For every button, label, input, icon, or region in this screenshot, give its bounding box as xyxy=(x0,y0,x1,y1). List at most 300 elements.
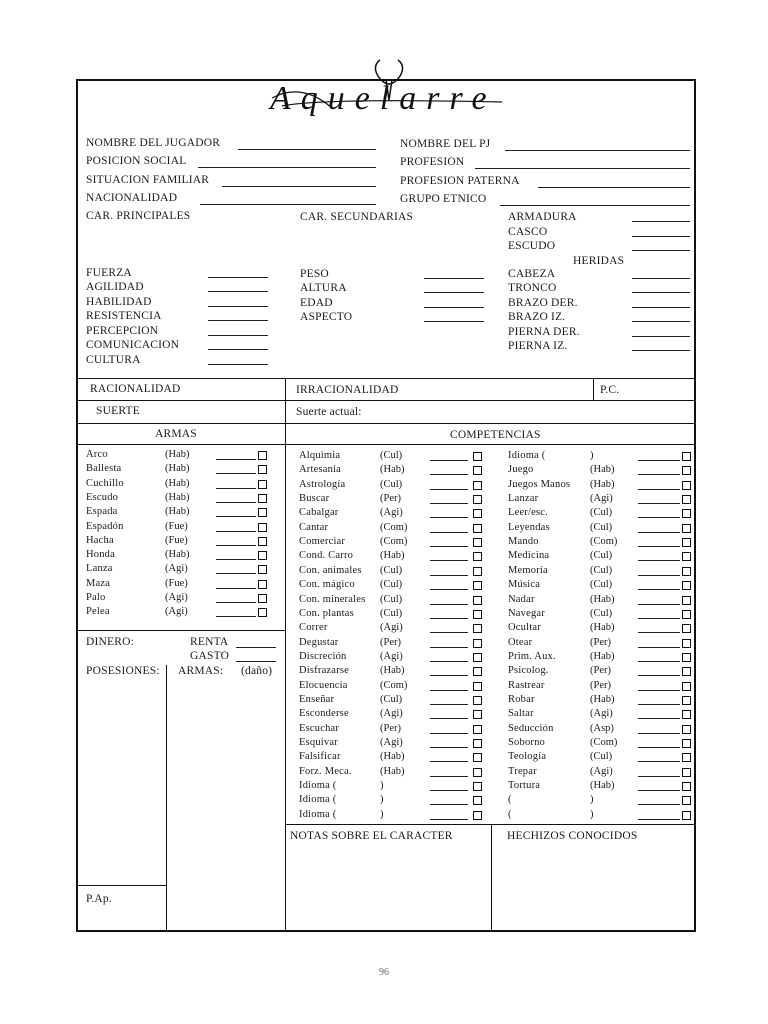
page-number: 96 xyxy=(379,967,389,978)
field-label: NOMBRE DEL JUGADOR xyxy=(86,137,221,149)
skill-value-line[interactable] xyxy=(430,560,468,561)
skill-checkbox[interactable] xyxy=(473,610,482,619)
skill-row xyxy=(508,594,692,608)
weapon-attribute: (Agi) xyxy=(165,563,188,575)
skill-name: Nadar xyxy=(508,593,535,605)
weapon-value-line[interactable] xyxy=(216,545,256,546)
skill-checkbox[interactable] xyxy=(473,495,482,504)
skill-checkbox[interactable] xyxy=(473,481,482,490)
primary-stat: PERCEPCION xyxy=(86,325,159,337)
skill-checkbox[interactable] xyxy=(682,811,691,820)
skill-name: Otear xyxy=(508,636,533,648)
skill-value-line[interactable] xyxy=(430,489,468,490)
skill-checkbox[interactable] xyxy=(682,610,691,619)
skill-value-line[interactable] xyxy=(638,474,680,475)
weapons-damage-label: ARMAS: xyxy=(178,665,224,677)
skill-name: Prim. Aux. xyxy=(508,650,556,662)
skill-attribute: (Per) xyxy=(590,665,611,677)
skill-value-line[interactable] xyxy=(638,503,680,504)
skill-checkbox[interactable] xyxy=(682,624,691,633)
skill-checkbox[interactable] xyxy=(682,552,691,561)
field-line[interactable] xyxy=(505,150,690,151)
divider xyxy=(593,378,594,400)
skill-value-line[interactable] xyxy=(430,460,468,461)
skill-value-line[interactable] xyxy=(430,819,468,820)
skill-checkbox[interactable] xyxy=(473,739,482,748)
skill-row xyxy=(508,651,692,665)
skill-name: Alquimia xyxy=(299,450,341,461)
skill-name: Tortura xyxy=(508,780,541,792)
skill-row xyxy=(299,637,485,651)
skill-checkbox[interactable] xyxy=(682,753,691,762)
weapon-attribute: (Hab) xyxy=(165,449,190,460)
skill-checkbox[interactable] xyxy=(473,710,482,719)
weapon-attribute: (Fue) xyxy=(165,534,188,546)
skill-checkbox[interactable] xyxy=(473,509,482,518)
skill-name: Forz. Meca. xyxy=(299,765,352,777)
skill-row xyxy=(508,780,692,794)
weapon-row xyxy=(86,563,276,577)
field-label: NOMBRE DEL PJ xyxy=(400,138,491,150)
field-line[interactable] xyxy=(198,167,376,168)
wound-line[interactable] xyxy=(632,307,690,308)
divider xyxy=(491,824,492,932)
skill-checkbox[interactable] xyxy=(473,466,482,475)
skill-checkbox[interactable] xyxy=(473,768,482,777)
skill-value-line[interactable] xyxy=(430,647,468,648)
skill-row xyxy=(508,694,692,708)
divider xyxy=(76,400,696,401)
skill-name: Medicina xyxy=(508,550,550,562)
skill-checkbox[interactable] xyxy=(682,725,691,734)
skill-row xyxy=(508,723,692,737)
weapon-checkbox[interactable] xyxy=(258,508,267,517)
weapon-value-line[interactable] xyxy=(216,616,256,617)
skill-checkbox[interactable] xyxy=(473,653,482,662)
wounds-title: HERIDAS xyxy=(573,255,625,267)
primary-stat: COMUNICACION xyxy=(86,339,180,351)
logo-title xyxy=(262,52,522,122)
skill-row xyxy=(299,766,485,780)
notes-title: NOTAS SOBRE EL CARACTER xyxy=(290,830,453,842)
spells-title: HECHIZOS CONOCIDOS xyxy=(507,830,638,842)
skill-value-line[interactable] xyxy=(638,704,680,705)
skill-attribute: (Hab) xyxy=(380,665,405,677)
skill-name: Robar xyxy=(508,693,535,705)
weapon-value-line[interactable] xyxy=(216,531,256,532)
income-label: RENTA xyxy=(190,636,229,648)
skill-checkbox[interactable] xyxy=(682,452,691,461)
skill-attribute: (Hab) xyxy=(590,650,615,662)
field-label: PROFESION xyxy=(400,156,465,168)
weapon-row xyxy=(86,606,276,620)
skill-value-line[interactable] xyxy=(430,790,468,791)
skill-name: Escuchar xyxy=(299,722,340,734)
skill-name: Navegar xyxy=(508,607,545,619)
skill-checkbox[interactable] xyxy=(473,667,482,676)
skill-checkbox[interactable] xyxy=(473,452,482,461)
skill-value-line[interactable] xyxy=(430,575,468,576)
skill-value-line[interactable] xyxy=(638,647,680,648)
skill-value-line[interactable] xyxy=(638,733,680,734)
weapon-attribute: (Hab) xyxy=(165,549,190,561)
weapon-attribute: (Hab) xyxy=(165,506,190,518)
skill-value-line[interactable] xyxy=(638,819,680,820)
skill-attribute: (Hab) xyxy=(590,693,615,705)
skill-row xyxy=(508,794,692,808)
skill-name: Correr xyxy=(299,622,328,634)
income-line[interactable] xyxy=(236,647,276,648)
weapon-checkbox[interactable] xyxy=(258,608,267,617)
skill-checkbox[interactable] xyxy=(682,596,691,605)
skill-value-line[interactable] xyxy=(638,560,680,561)
skill-checkbox[interactable] xyxy=(473,538,482,547)
skill-name: Idioma ( xyxy=(299,780,337,792)
weapon-checkbox[interactable] xyxy=(258,465,267,474)
skill-checkbox[interactable] xyxy=(682,653,691,662)
wound-location: TRONCO xyxy=(508,282,557,294)
skill-name: Discreción xyxy=(299,650,347,662)
stat-line[interactable] xyxy=(424,307,484,308)
skill-row xyxy=(299,550,485,564)
weapon-value-line[interactable] xyxy=(216,502,256,503)
skill-checkbox[interactable] xyxy=(473,624,482,633)
money-label: DINERO: xyxy=(86,636,135,648)
weapon-value-line[interactable] xyxy=(216,573,256,574)
skill-row xyxy=(508,479,692,493)
weapon-value-line[interactable] xyxy=(216,459,256,460)
armor-line[interactable] xyxy=(632,250,690,251)
skill-name: Trepar xyxy=(508,765,537,777)
skill-value-line[interactable] xyxy=(638,632,680,633)
skill-row xyxy=(508,550,692,564)
field-line[interactable] xyxy=(200,204,376,205)
skill-row xyxy=(299,450,485,464)
wound-location: PIERNA IZ. xyxy=(508,340,568,352)
weapon-value-line[interactable] xyxy=(216,602,256,603)
skill-attribute: (Per) xyxy=(380,722,401,734)
field-label: SITUACION FAMILIAR xyxy=(86,174,210,186)
skill-value-line[interactable] xyxy=(430,761,468,762)
weapon-checkbox[interactable] xyxy=(258,565,267,574)
stat-line[interactable] xyxy=(208,364,268,365)
weapon-row xyxy=(86,535,276,549)
field-line[interactable] xyxy=(500,205,690,206)
skill-name: Música xyxy=(508,579,541,591)
skill-row xyxy=(508,622,692,636)
skill-checkbox[interactable] xyxy=(682,524,691,533)
skill-checkbox[interactable] xyxy=(473,811,482,820)
skill-checkbox[interactable] xyxy=(473,725,482,734)
skill-row xyxy=(299,708,485,722)
skill-name: Falsificar xyxy=(299,751,341,763)
field-label: NACIONALIDAD xyxy=(86,192,178,204)
weapon-row xyxy=(86,578,276,592)
weapon-name: Ballesta xyxy=(86,463,122,475)
skill-row xyxy=(508,464,692,478)
divider xyxy=(76,444,696,445)
skill-value-line[interactable] xyxy=(638,618,680,619)
weapon-row xyxy=(86,549,276,563)
weapon-row xyxy=(86,506,276,520)
skill-value-line[interactable] xyxy=(430,517,468,518)
weapon-row xyxy=(86,592,276,606)
skill-checkbox[interactable] xyxy=(682,481,691,490)
skill-attribute: (Hab) xyxy=(590,622,615,634)
skill-checkbox[interactable] xyxy=(682,710,691,719)
stat-line[interactable] xyxy=(424,292,484,293)
skill-attribute: (Hab) xyxy=(380,751,405,763)
field-line[interactable] xyxy=(238,149,376,150)
skill-attribute: (Agi) xyxy=(380,622,403,634)
skill-checkbox[interactable] xyxy=(473,796,482,805)
skill-value-line[interactable] xyxy=(638,718,680,719)
possessions-label: POSESIONES: xyxy=(86,665,160,677)
skill-checkbox[interactable] xyxy=(682,796,691,805)
skill-value-line[interactable] xyxy=(430,690,468,691)
skill-checkbox[interactable] xyxy=(682,782,691,791)
skill-value-line[interactable] xyxy=(638,532,680,533)
skill-value-line[interactable] xyxy=(430,776,468,777)
skill-value-line[interactable] xyxy=(638,804,680,805)
skill-value-line[interactable] xyxy=(430,804,468,805)
skill-value-line[interactable] xyxy=(638,761,680,762)
armor-line[interactable] xyxy=(632,221,690,222)
weapon-checkbox[interactable] xyxy=(258,580,267,589)
field-label: POSICION SOCIAL xyxy=(86,155,187,167)
stat-line[interactable] xyxy=(208,335,268,336)
damage-label: (daño) xyxy=(241,665,273,677)
stat-line[interactable] xyxy=(208,349,268,350)
skill-value-line[interactable] xyxy=(430,632,468,633)
skill-checkbox[interactable] xyxy=(473,596,482,605)
weapon-value-line[interactable] xyxy=(216,559,256,560)
weapon-value-line[interactable] xyxy=(216,516,256,517)
skill-value-line[interactable] xyxy=(638,575,680,576)
skill-checkbox[interactable] xyxy=(682,682,691,691)
skill-value-line[interactable] xyxy=(638,517,680,518)
skill-value-line[interactable] xyxy=(638,604,680,605)
skill-name: Elocuencia xyxy=(299,679,348,691)
divider xyxy=(76,885,166,886)
skill-name: Seducción xyxy=(508,722,554,734)
skill-row xyxy=(299,579,485,593)
skill-row xyxy=(299,694,485,708)
skill-value-line[interactable] xyxy=(638,690,680,691)
skill-checkbox[interactable] xyxy=(682,538,691,547)
skill-value-line[interactable] xyxy=(430,618,468,619)
field-label: GRUPO ETNICO xyxy=(400,193,487,205)
skill-name: Disfrazarse xyxy=(299,665,350,677)
skill-name: Artesanía xyxy=(299,464,342,476)
weapon-checkbox[interactable] xyxy=(258,451,267,460)
skill-attribute: (Cul) xyxy=(590,579,613,591)
skill-value-line[interactable] xyxy=(430,503,468,504)
expense-label: GASTO xyxy=(190,650,230,662)
skill-value-line[interactable] xyxy=(430,589,468,590)
skill-value-line[interactable] xyxy=(638,747,680,748)
field-line[interactable] xyxy=(222,186,376,187)
skill-checkbox[interactable] xyxy=(682,581,691,590)
skill-name: Cond. Carro xyxy=(299,550,354,562)
skill-value-line[interactable] xyxy=(430,747,468,748)
skill-checkbox[interactable] xyxy=(682,466,691,475)
skill-checkbox[interactable] xyxy=(473,753,482,762)
skill-value-line[interactable] xyxy=(430,675,468,676)
skill-value-line[interactable] xyxy=(430,532,468,533)
wound-line[interactable] xyxy=(632,336,690,337)
skill-name: Idioma ( xyxy=(299,794,337,806)
skill-name: Idioma ( xyxy=(508,450,546,461)
skill-attribute: ) xyxy=(380,808,384,820)
weapon-row xyxy=(86,492,276,506)
weapon-name: Arco xyxy=(86,449,108,460)
weapon-name: Pelea xyxy=(86,606,110,618)
primary-stat: HABILIDAD xyxy=(86,296,152,308)
primary-stat: CULTURA xyxy=(86,354,141,366)
wound-line[interactable] xyxy=(632,350,690,351)
skill-value-line[interactable] xyxy=(638,546,680,547)
stat-line[interactable] xyxy=(424,278,484,279)
skill-checkbox[interactable] xyxy=(473,696,482,705)
skill-value-line[interactable] xyxy=(430,604,468,605)
skill-checkbox[interactable] xyxy=(682,567,691,576)
skill-checkbox[interactable] xyxy=(473,682,482,691)
skill-name: Mando xyxy=(508,536,539,548)
wound-line[interactable] xyxy=(632,278,690,279)
skill-checkbox[interactable] xyxy=(682,696,691,705)
weapon-value-line[interactable] xyxy=(216,473,256,474)
skill-checkbox[interactable] xyxy=(682,768,691,777)
stat-line[interactable] xyxy=(208,291,268,292)
skill-value-line[interactable] xyxy=(430,704,468,705)
armor-label: ESCUDO xyxy=(508,240,556,252)
skill-attribute: (Com) xyxy=(590,737,618,748)
skill-checkbox[interactable] xyxy=(473,782,482,791)
skill-attribute: (Hab) xyxy=(590,780,615,792)
skill-checkbox[interactable] xyxy=(682,739,691,748)
skill-row xyxy=(299,565,485,579)
divider xyxy=(76,378,696,379)
skill-value-line[interactable] xyxy=(638,460,680,461)
primary-stat: FUERZA xyxy=(86,267,132,279)
weapon-value-line[interactable] xyxy=(216,588,256,589)
weapon-checkbox[interactable] xyxy=(258,551,267,560)
primary-stat: AGILIDAD xyxy=(86,281,144,293)
skill-value-line[interactable] xyxy=(430,733,468,734)
wound-line[interactable] xyxy=(632,292,690,293)
skill-value-line[interactable] xyxy=(638,489,680,490)
field-line[interactable] xyxy=(475,168,690,169)
skill-value-line[interactable] xyxy=(430,474,468,475)
wound-location: PIERNA DER. xyxy=(508,326,580,338)
skill-row xyxy=(299,651,485,665)
skill-attribute: (Cul) xyxy=(380,607,403,619)
skill-row xyxy=(508,507,692,521)
skill-name: Degustar xyxy=(299,636,339,648)
armor-line[interactable] xyxy=(632,236,690,237)
skills-title: COMPETENCIAS xyxy=(450,429,541,441)
skill-attribute: (Cul) xyxy=(380,478,403,490)
skill-attribute: (Agi) xyxy=(590,765,613,777)
skill-name: Con. minerales xyxy=(299,593,366,605)
skill-name: Rastrear xyxy=(508,679,545,691)
skill-attribute: (Agi) xyxy=(380,737,403,748)
skill-checkbox[interactable] xyxy=(682,639,691,648)
logo-text: Aquelarre xyxy=(270,80,497,117)
skill-checkbox[interactable] xyxy=(473,639,482,648)
skill-row xyxy=(299,536,485,550)
stat-line[interactable] xyxy=(424,321,484,322)
skill-value-line[interactable] xyxy=(638,661,680,662)
skill-row xyxy=(299,751,485,765)
skill-attribute: (Cul) xyxy=(380,593,403,605)
weapon-checkbox[interactable] xyxy=(258,494,267,503)
skill-value-line[interactable] xyxy=(638,776,680,777)
skill-checkbox[interactable] xyxy=(473,552,482,561)
weapon-checkbox[interactable] xyxy=(258,480,267,489)
skill-checkbox[interactable] xyxy=(473,567,482,576)
skill-row xyxy=(299,723,485,737)
secondary-stat: PESO xyxy=(300,268,329,280)
skill-checkbox[interactable] xyxy=(473,581,482,590)
skill-checkbox[interactable] xyxy=(682,667,691,676)
weapon-checkbox[interactable] xyxy=(258,523,267,532)
skill-attribute: (Asp) xyxy=(590,722,614,734)
skill-attribute: (Com) xyxy=(380,679,408,691)
weapon-value-line[interactable] xyxy=(216,488,256,489)
weapon-attribute: (Fue) xyxy=(165,520,188,532)
skill-name: Teología xyxy=(508,751,547,763)
weapon-row xyxy=(86,463,276,477)
weapon-checkbox[interactable] xyxy=(258,537,267,546)
skill-row xyxy=(508,680,692,694)
skill-row xyxy=(299,794,485,808)
skill-row xyxy=(508,608,692,622)
armor-label: CASCO xyxy=(508,226,548,238)
skill-value-line[interactable] xyxy=(638,790,680,791)
skill-value-line[interactable] xyxy=(638,589,680,590)
skill-value-line[interactable] xyxy=(430,546,468,547)
skill-value-line[interactable] xyxy=(638,675,680,676)
skill-row xyxy=(299,507,485,521)
weapon-name: Hacha xyxy=(86,534,114,546)
field-line[interactable] xyxy=(538,187,690,188)
skill-value-line[interactable] xyxy=(430,661,468,662)
skill-attribute: (Hab) xyxy=(380,550,405,562)
skill-attribute: (Per) xyxy=(380,636,401,648)
skill-value-line[interactable] xyxy=(430,718,468,719)
skill-checkbox[interactable] xyxy=(473,524,482,533)
skill-attribute: (Agi) xyxy=(380,650,403,662)
skill-row xyxy=(508,536,692,550)
wound-line[interactable] xyxy=(632,321,690,322)
pc-label: P.C. xyxy=(600,384,620,396)
skill-row xyxy=(508,493,692,507)
stat-line[interactable] xyxy=(208,306,268,307)
skill-row xyxy=(508,809,692,823)
skill-name: Cabalgar xyxy=(299,507,339,519)
weapon-checkbox[interactable] xyxy=(258,594,267,603)
stat-line[interactable] xyxy=(208,277,268,278)
skill-checkbox[interactable] xyxy=(682,509,691,518)
expense-line[interactable] xyxy=(236,661,276,662)
skill-row xyxy=(299,737,485,751)
secondary-stat: ALTURA xyxy=(300,282,347,294)
skill-name: Astrología xyxy=(299,478,346,490)
stat-line[interactable] xyxy=(208,320,268,321)
skill-checkbox[interactable] xyxy=(682,495,691,504)
